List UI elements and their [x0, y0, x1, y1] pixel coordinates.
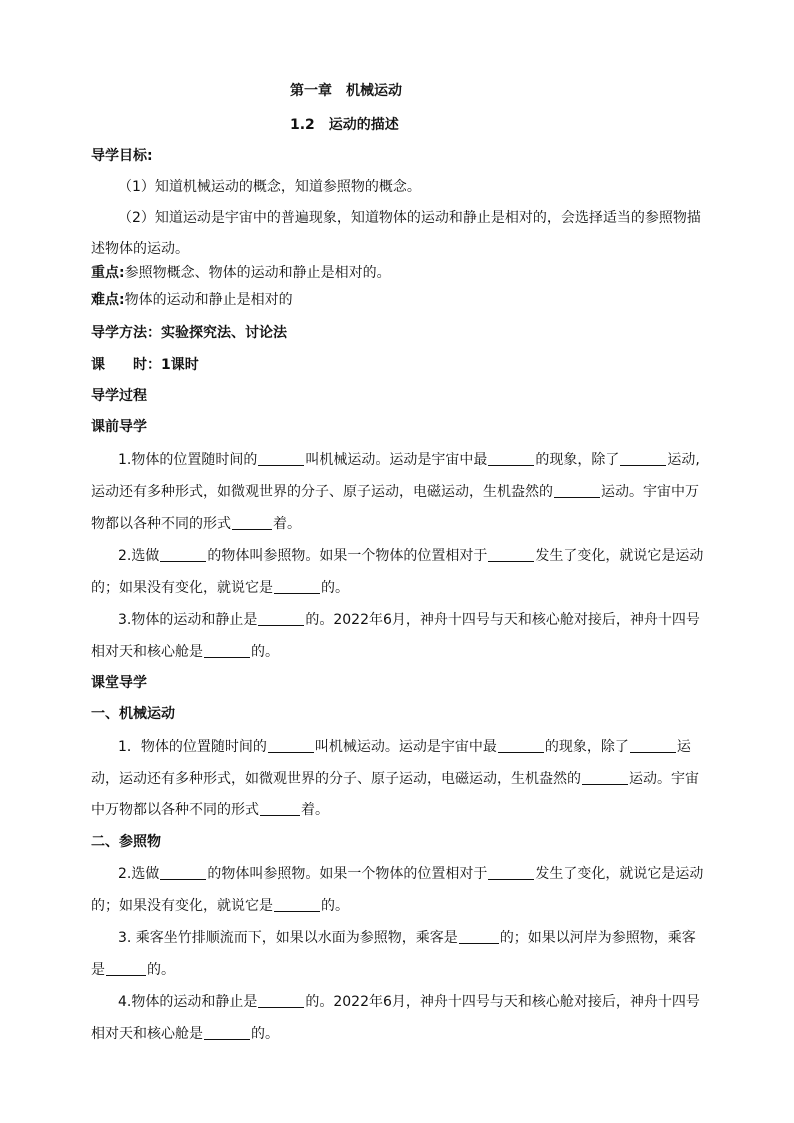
- fill-blank[interactable]: [498, 738, 544, 753]
- difficulty-label: 难点:: [91, 292, 125, 308]
- text-segment: 的。: [251, 1026, 279, 1042]
- pre-q1-line2: [91, 483, 794, 501]
- text-segment: 的。: [251, 644, 279, 660]
- pre-class-heading: 课前导学: [91, 419, 147, 435]
- focus-line: [91, 264, 794, 282]
- fill-blank[interactable]: [488, 451, 534, 466]
- fill-blank[interactable]: [258, 993, 304, 1008]
- fill-blank[interactable]: [488, 865, 534, 880]
- objective-1: （1）知道机械运动的概念，知道参照物的概念。: [118, 179, 421, 195]
- text-segment: 1．物体的位置随时间的: [118, 739, 267, 755]
- fill-blank[interactable]: [582, 770, 628, 785]
- pre-q1-line1: [118, 451, 794, 469]
- in-q2-line1: [118, 865, 794, 883]
- fill-blank[interactable]: [459, 929, 499, 944]
- fill-blank[interactable]: [232, 515, 272, 530]
- chapter-title: 第一章 机械运动: [290, 83, 402, 99]
- in-q3-line1: [118, 929, 794, 947]
- objectives-heading: 导学目标:: [91, 148, 153, 164]
- text-segment: 的。: [321, 580, 349, 596]
- text-segment: 是: [91, 962, 105, 978]
- fill-blank[interactable]: [268, 738, 314, 753]
- text-segment: 的物体叫参照物。如果一个物体的位置相对于: [207, 866, 488, 882]
- text-segment: 发生了变化，就说它是运动: [535, 548, 704, 564]
- text-segment: 的现象，除了: [535, 452, 620, 468]
- pre-q2-line2: [91, 579, 794, 597]
- fill-blank[interactable]: [258, 451, 304, 466]
- text-segment: 的物体叫参照物。如果一个物体的位置相对于: [207, 548, 488, 564]
- text-segment: 叫机械运动。运动是宇宙中最: [314, 739, 497, 755]
- text-segment: 4.物体的运动和静止是: [118, 994, 258, 1010]
- method-line: 导学方法：实验探究法、讨论法: [91, 325, 287, 341]
- fill-blank[interactable]: [630, 738, 676, 753]
- pre-q1-line3: [91, 515, 794, 533]
- text-segment: 物都以各种不同的形式: [91, 516, 231, 532]
- section-title: 1.2 运动的描述: [290, 117, 399, 133]
- fill-blank[interactable]: [274, 579, 320, 594]
- text-segment: 1.物体的位置随时间的: [118, 452, 258, 468]
- difficulty-line: [91, 291, 794, 309]
- text-segment: 发生了变化，就说它是运动: [535, 866, 704, 882]
- process-heading: 导学过程: [91, 388, 147, 404]
- text-segment: 相对天和核心舱是: [91, 644, 203, 660]
- in-q2-line2: [91, 897, 794, 915]
- pre-q3-line1: [118, 611, 794, 629]
- text-segment: 运动还有多种形式，如微观世界的分子、原子运动，电磁运动，生机盎然的: [91, 484, 553, 500]
- in-q1-line3: [91, 801, 794, 819]
- fill-blank[interactable]: [554, 483, 600, 498]
- part1-heading: 一、机械运动: [91, 706, 175, 722]
- in-q1-line2: [91, 770, 794, 788]
- fill-blank[interactable]: [488, 547, 534, 562]
- text-segment: 的。2022年6月，神舟十四号与天和核心舱对接后，神舟十四号: [305, 612, 700, 628]
- text-segment: 叫机械运动。运动是宇宙中最: [305, 452, 488, 468]
- text-segment: 着。: [273, 516, 301, 532]
- text-segment: 的现象，除了: [544, 739, 629, 755]
- fill-blank[interactable]: [204, 643, 250, 658]
- text-segment: 着。: [301, 802, 329, 818]
- fill-blank[interactable]: [204, 1025, 250, 1040]
- fill-blank[interactable]: [260, 801, 300, 816]
- part2-heading: 二、参照物: [91, 834, 161, 850]
- in-q3-line2: [91, 961, 794, 979]
- fill-blank[interactable]: [258, 611, 304, 626]
- text-segment: 2.选做: [118, 866, 160, 882]
- fill-blank[interactable]: [620, 451, 666, 466]
- text-segment: 的；如果没有变化，就说它是: [91, 898, 273, 914]
- pre-q2-line1: [118, 547, 794, 565]
- text-segment: 的。: [321, 898, 349, 914]
- text-segment: 3. 乘客坐竹排顺流而下，如果以水面为参照物，乘客是: [118, 930, 458, 946]
- hours-line: 课 时：1课时: [91, 357, 199, 373]
- text-segment: 相对天和核心舱是: [91, 1026, 203, 1042]
- focus-label: 重点:: [91, 265, 125, 281]
- in-q4-line2: [91, 1025, 794, 1043]
- in-q1-line1: [118, 738, 794, 756]
- fill-blank[interactable]: [160, 547, 206, 562]
- focus-text: 参照物概念、物体的运动和静止是相对的。: [124, 265, 391, 281]
- text-segment: 运动,: [667, 452, 700, 468]
- pre-q3-line2: [91, 643, 794, 661]
- in-q4-line1: [118, 993, 794, 1011]
- difficulty-text: 物体的运动和静止是相对的: [124, 292, 293, 308]
- objective-2-line1: （2）知道运动是宇宙中的普遍现象，知道物体的运动和静止是相对的，会选择适当的参照物描: [118, 210, 701, 226]
- text-segment: 运: [676, 739, 691, 755]
- text-segment: 中万物都以各种不同的形式: [91, 802, 259, 818]
- text-segment: 2.选做: [118, 548, 160, 564]
- text-segment: 3.物体的运动和静止是: [118, 612, 258, 628]
- in-class-heading: 课堂导学: [91, 675, 147, 691]
- fill-blank[interactable]: [106, 961, 146, 976]
- text-segment: 的。2022年6月，神舟十四号与天和核心舱对接后，神舟十四号: [305, 994, 700, 1010]
- fill-blank[interactable]: [160, 865, 206, 880]
- text-segment: 的；如果以河岸为参照物，乘客: [499, 930, 696, 946]
- text-segment: 运动。宇宙中万: [601, 484, 699, 500]
- text-segment: 的。: [147, 962, 175, 978]
- fill-blank[interactable]: [274, 897, 320, 912]
- text-segment: 的；如果没有变化，就说它是: [91, 580, 273, 596]
- text-segment: 动，运动还有多种形式，如微观世界的分子、原子运动，电磁运动，生机盎然的: [91, 771, 581, 787]
- text-segment: 运动。宇宙: [629, 771, 699, 787]
- objective-2-line2: 述物体的运动。: [91, 241, 189, 257]
